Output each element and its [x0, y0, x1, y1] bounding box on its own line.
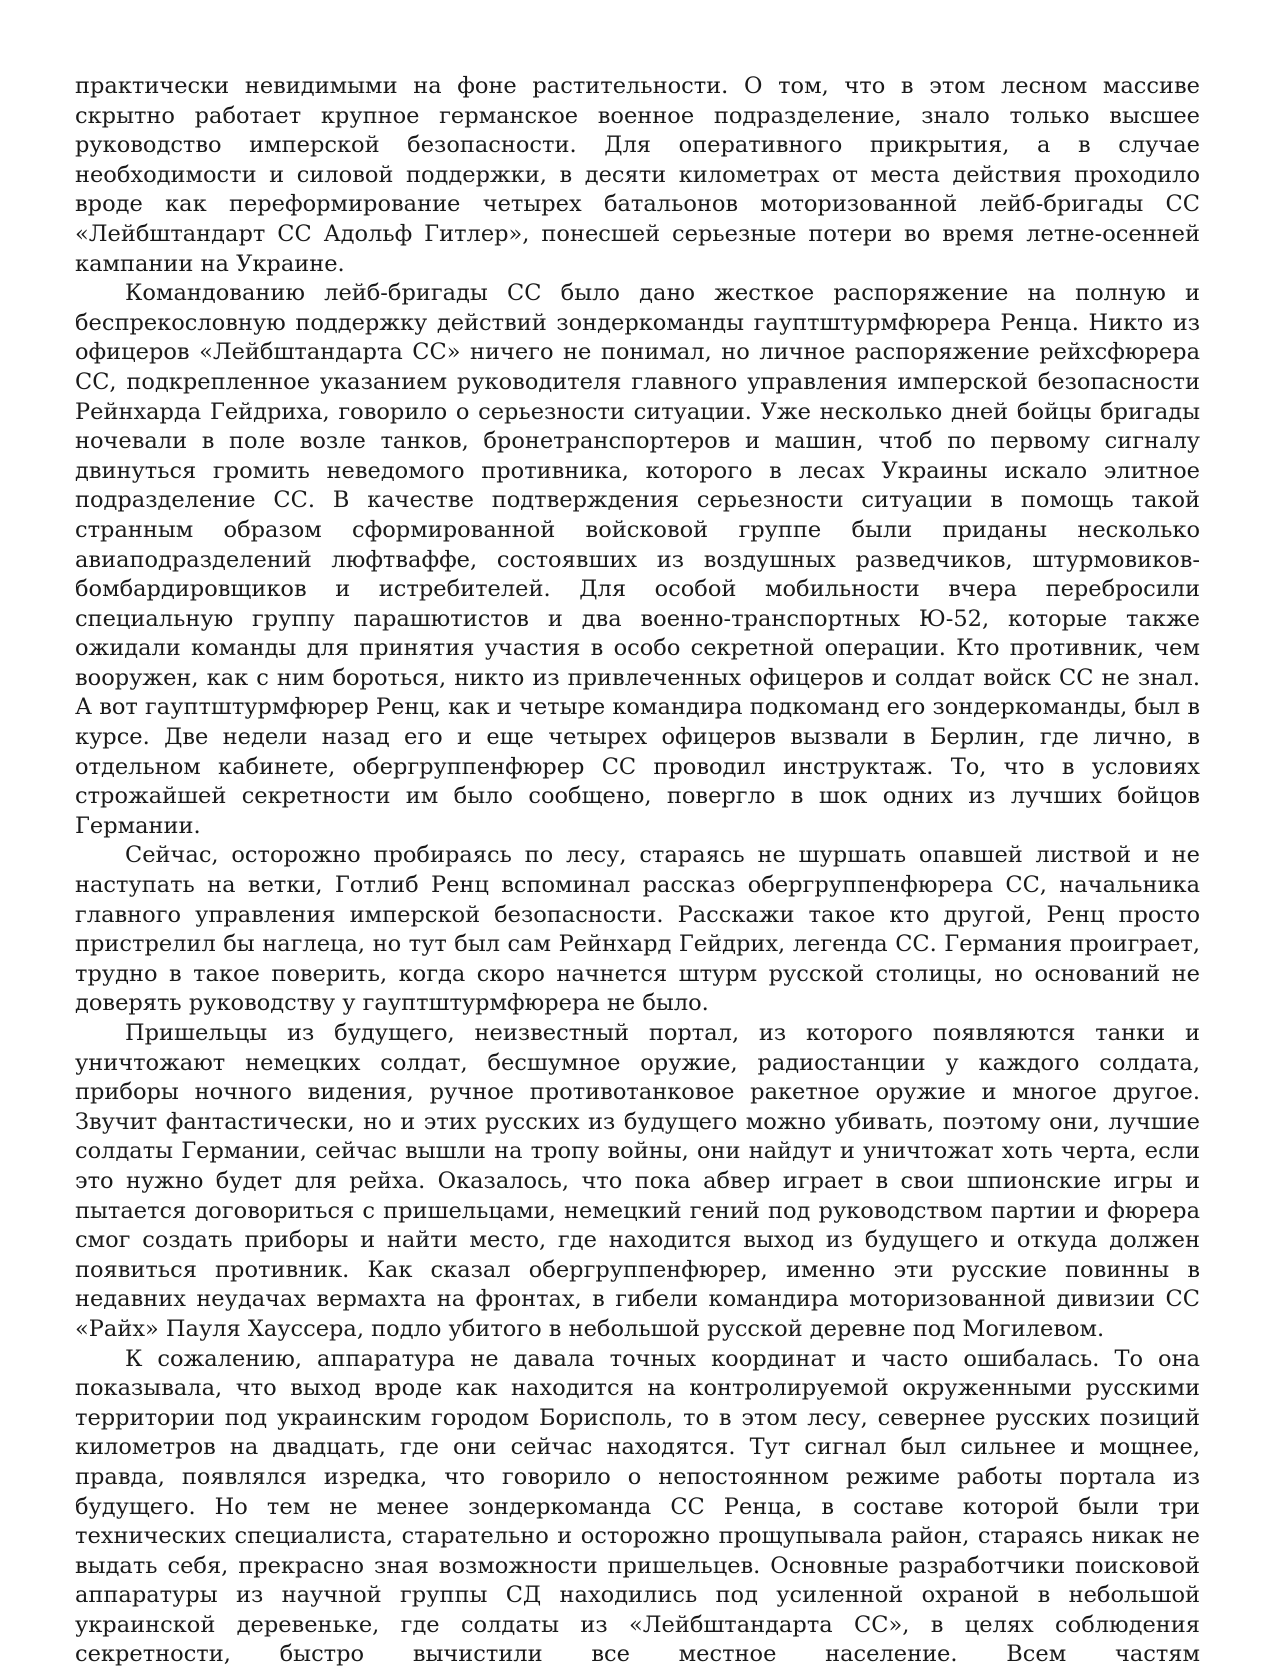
paragraph-2: Командованию лейб-бригады СС было дано жесткое распоряжение на полную и беспрекословную поддержку действий зондеркоманды гауптштурмфюрера Ренца. Никто из офицеров «Лейбштандарта СС» ничего не понимал, но личное распоряжение рейхсфюрера СС, подкрепленное указанием руководителя главного управления имперской безопасности Рейнхарда Гейдриха, говорило о серьезности ситуации. Уже несколько дней бойцы бригады ночевали в поле возле танков, бронетранспортеров и машин, чтоб по первому сигналу двинуться громить неведомого противника, которого в лесах Украины искало элитное подразделение СС. В качестве подтверждения серьезности ситуации в помощь такой странным образом сформированной войсковой группе были приданы несколько авиаподразделений люфтваффе, состоявших из воздушных разведчиков, штурмовиков-бомбардировщиков и истребителей. Для особой мобильности вчера перебросили специальную группу парашютистов и два военно-транспортных Ю-52, которые также ожидали команды для принятия участия в особо секретной операции. Кто противник, чем вооружен, как с ним бороться, никто из привлеченных офицеров и солдат войск СС не знал. А вот гауптштурмфюрер Ренц, как и четыре командира подкоманд его зондеркоманды, был в курсе. Две недели назад его и еще четырех офицеров вызвали в Берлин, где лично, в отдельном кабинете, обергруппенфюрер СС проводил инструктаж. То, что в условиях строжайшей секретности им было сообщено, повергло в шок одних из лучших бойцов Германии.: [75, 280, 1200, 839]
paragraph-3: Сейчас, осторожно пробираясь по лесу, стараясь не шуршать опавшей листвой и не наступать на ветки, Готлиб Ренц вспоминал рассказ обергруппенфюрера СС, начальника главного управления имперской безопасности. Расскажи такое кто другой, Ренц просто пристрелил бы наглеца, но тут был сам Рейнхард Гейдрих, легенда СС. Германия проиграет, трудно в такое поверить, когда скоро начнется штурм русской столицы, но оснований не доверять руководству у гауптштурмфюрера не было.: [75, 842, 1200, 1017]
document-page: [75, 72, 1200, 1670]
paragraph-1: практически невидимыми на фоне растительности. О том, что в этом лесном массиве скрытно работает крупное германское военное подразделение, знало только высшее руководство имперской безопасности. Для оперативного прикрытия, а в случае необходимости и силовой поддержки, в десяти километрах от места действия проходило вроде как переформирование четырех батальонов моторизованной лейб-бригады СС «Лейбштандарт СС Адольф Гитлер», понесшей серьезные потери во время летне-осенней кампании на Украине.: [75, 73, 1200, 277]
paragraph-5: К сожалению, аппаратура не давала точных координат и часто ошибалась. То она показывала, что выход вроде как находится на контролируемой окруженными русскими территории под украинским городом Борисполь, то в этом лесу, севернее русских позиций километров на двадцать, где они сейчас находятся. Тут сигнал был сильнее и мощнее, правда, появлялся изредка, что говорило о непостоянном режиме работы портала из будущего. Но тем не менее зондеркоманда СС Ренца, в составе которой были три технических специалиста, старательно и осторожно прощупывала район, стараясь никак не выдать себя, прекрасно зная возможности пришельцев. Основные разработчики поисковой аппаратуры из научной группы СД находились под усиленной охраной в небольшой украинской деревеньке, где солдаты из «Лейбштандарта СС», в целях соблюдения секретности, быстро вычистили все местное население. Всем частям: [75, 1345, 1200, 1668]
paragraph-4: Пришельцы из будущего, неизвестный портал, из которого появляются танки и уничтожают немецких солдат, бесшумное оружие, радиостанции у каждого солдата, приборы ночного видения, ручное противотанковое ракетное оружие и многое другое. Звучит фантастически, но и этих русских из будущего можно убивать, поэтому они, лучшие солдаты Германии, сейчас вышли на тропу войны, они найдут и уничтожат хоть черта, если это нужно будет для рейха. Оказалось, что пока абвер играет в свои шпионские игры и пытается договориться с пришельцами, немецкий гений под руководством партии и фюрера смог создать приборы и найти место, где находится выход из будущего и откуда должен появиться противник. Как сказал обергруппенфюрер, именно эти русские повинны в недавних неудачах вермахта на фронтах, в гибели командира моторизованной дивизии СС «Райх» Пауля Хауссера, подло убитого в небольшой русской деревне под Могилевом.: [75, 1020, 1200, 1342]
